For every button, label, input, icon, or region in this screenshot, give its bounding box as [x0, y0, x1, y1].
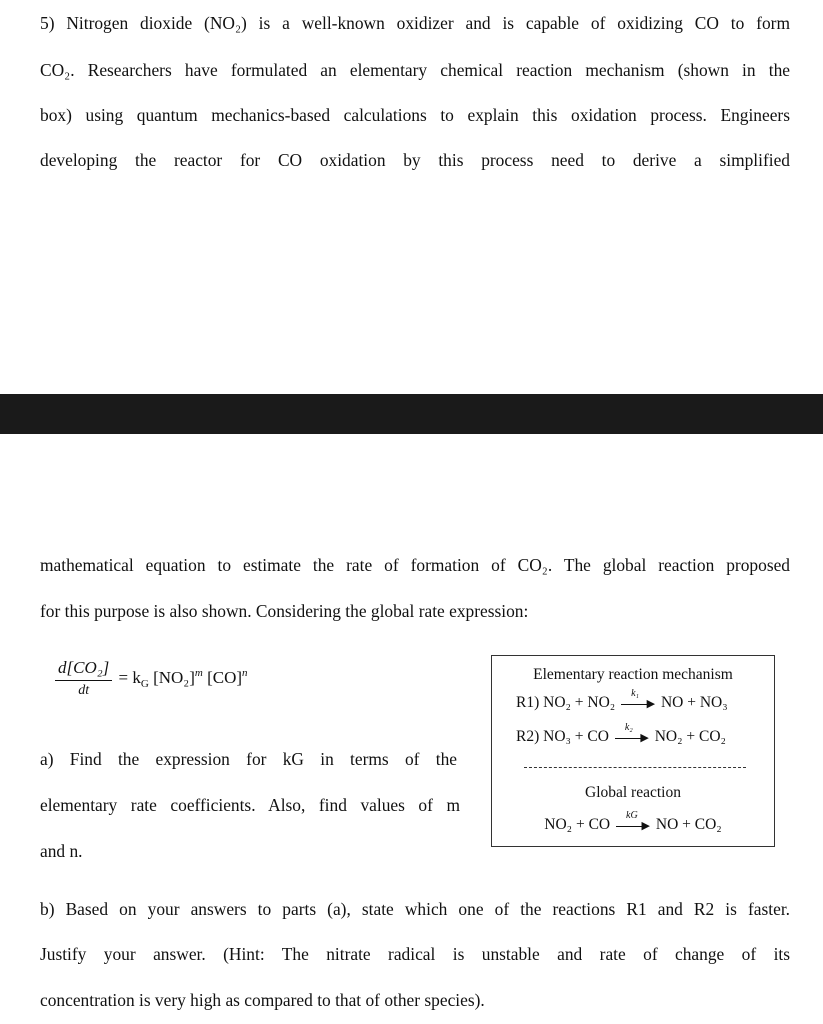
part-b-line-3: concentration is very high as compared to that of other species).: [40, 990, 485, 1010]
equation-co: [CO]: [207, 668, 243, 687]
equation-denominator: dt: [78, 683, 90, 698]
continuation-line-2: for this purpose is also shown. Considering the global rate expression:: [40, 601, 529, 621]
part-a-line-2: elementary rate coefficients. Also, find values of m: [40, 795, 460, 815]
part-a-line-1: a) Find the expression for kG in terms of the: [40, 749, 457, 769]
reaction-r2: [516, 722, 798, 746]
intro-line-1: 5) Nitrogen dioxide (NO₂) is a well-known oxidizer and is capable of oxidizing CO to form: [40, 13, 790, 33]
equation-k-sub: G: [140, 678, 149, 690]
box-divider: [524, 767, 746, 768]
part-a-line-3: and n.: [40, 841, 83, 861]
redaction-band: [0, 394, 823, 434]
equation-numerator: d[CO₂]: [55, 658, 112, 681]
global-title: Global reaction: [585, 784, 681, 801]
global-arrow-icon: kG ▶: [616, 818, 650, 832]
mechanism-title: Elementary reaction mechanism: [533, 666, 733, 683]
r2-products: NO₂ + CO₂: [654, 728, 726, 745]
rate-equation: [55, 658, 248, 699]
r1-label: R1): [516, 694, 540, 711]
equation-exp-n: n: [242, 667, 248, 679]
equation-exp-m: m: [194, 667, 203, 679]
global-reaction: [492, 810, 774, 834]
reaction-r1: [516, 688, 798, 712]
global-rate-constant: kG: [626, 810, 638, 822]
r2-rate-constant: k₂: [624, 722, 633, 734]
part-b-line-1: b) Based on your answers to parts (a), state which one of the reactions R1 and R2 is faster.: [40, 899, 790, 919]
global-products: NO + CO₂: [655, 816, 722, 833]
r1-arrow-icon: k₁ ▶: [621, 696, 655, 710]
global-reactants: NO₂ + CO: [544, 816, 611, 833]
r2-reactants: NO₃ + CO: [543, 728, 609, 745]
continuation-line-1: mathematical equation to estimate the rate of formation of CO₂. The global reaction proposed: [40, 555, 790, 575]
r2-arrow-icon: k₂ ▶: [615, 730, 649, 744]
r1-reactants: NO₂ + NO₂: [543, 694, 616, 711]
part-b-line-2: Justify your answer. (Hint: The nitrate radical is unstable and rate of change of its: [40, 944, 790, 964]
intro-line-2: CO₂. Researchers have formulated an elementary chemical reaction mechanism (shown in the: [40, 60, 790, 80]
r1-products: NO + NO₃: [660, 694, 728, 711]
equation-k: = k: [118, 668, 141, 687]
intro-line-3: box) using quantum mechanics-based calculations to explain this oxidation process. Engineers: [40, 105, 790, 125]
r1-rate-constant: k₁: [631, 688, 639, 700]
mechanism-box: [491, 655, 775, 847]
equation-no2: [NO₂]: [153, 668, 195, 687]
r2-label: R2): [516, 728, 540, 745]
intro-line-4: developing the reactor for CO oxidation by this process need to derive a simplified: [40, 150, 790, 170]
